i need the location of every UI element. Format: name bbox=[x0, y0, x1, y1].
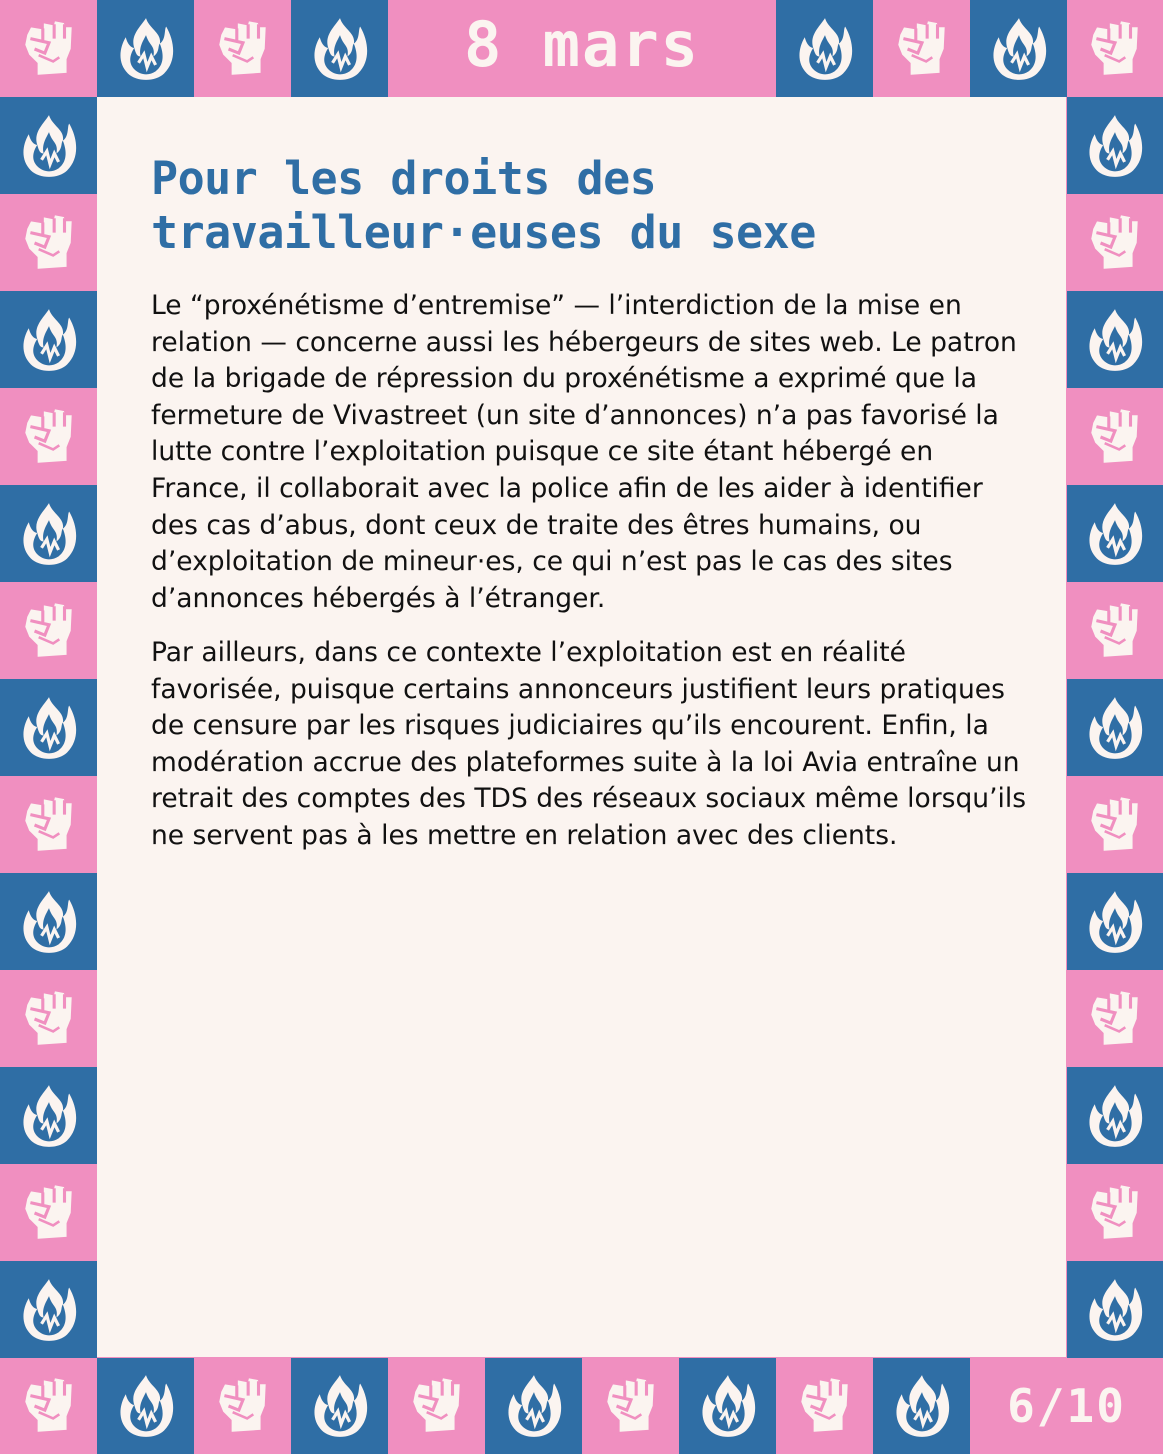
raised-fist-icon bbox=[1067, 388, 1163, 485]
flame-icon bbox=[1067, 1067, 1163, 1164]
raised-fist-icon bbox=[1067, 1164, 1163, 1261]
flame-icon bbox=[0, 97, 97, 194]
date-label: 8 mars bbox=[464, 8, 700, 81]
raised-fist-icon bbox=[0, 194, 97, 291]
paragraph-line: des cas d’abus, dont ceux de traite des êtres humains, ou bbox=[151, 509, 922, 541]
date-banner bbox=[388, 0, 776, 97]
flame-icon bbox=[1067, 97, 1163, 194]
article-title bbox=[151, 152, 1021, 260]
paragraph-line: Par ailleurs, dans ce contexte l’exploitation est en réalité bbox=[151, 637, 906, 668]
page-counter-badge bbox=[970, 1357, 1163, 1454]
raised-fist-icon bbox=[0, 776, 97, 873]
paragraph-line: ne servent pas à les mettre en relation avec des clients. bbox=[151, 819, 898, 851]
raised-fist-icon bbox=[873, 0, 970, 97]
flame-icon bbox=[1067, 485, 1163, 582]
raised-fist-icon bbox=[194, 0, 291, 97]
flame-icon bbox=[1067, 1261, 1163, 1358]
flame-icon bbox=[1067, 679, 1163, 776]
flame-icon bbox=[97, 1358, 194, 1454]
raised-fist-icon bbox=[1067, 776, 1163, 873]
flame-icon bbox=[0, 1067, 97, 1164]
raised-fist-icon bbox=[1067, 0, 1163, 97]
flame-icon bbox=[0, 679, 97, 776]
flame-icon bbox=[1067, 291, 1163, 388]
raised-fist-icon bbox=[0, 970, 97, 1067]
content-panel bbox=[97, 97, 1066, 1357]
paragraph-1 bbox=[151, 288, 1031, 617]
paragraph-2 bbox=[151, 635, 1031, 855]
raised-fist-icon bbox=[0, 582, 97, 679]
paragraph-line: Le “proxénétisme d’entremise” — l’interdiction de la mise en bbox=[151, 290, 962, 321]
flame-icon bbox=[0, 485, 97, 582]
title-line: travailleur·euses du sexe bbox=[151, 206, 816, 259]
flame-icon bbox=[679, 1358, 776, 1454]
flame-icon bbox=[485, 1358, 582, 1454]
paragraph-line: d’annonces hébergés à l’étranger. bbox=[151, 582, 606, 614]
flame-icon bbox=[1067, 873, 1163, 970]
raised-fist-icon bbox=[1067, 970, 1163, 1067]
raised-fist-icon bbox=[776, 1358, 873, 1454]
paragraph-line: favorisée, puisque certains annonceurs justifient leurs pratiques bbox=[151, 673, 1005, 705]
title-line: Pour les droits des bbox=[151, 152, 657, 205]
page-counter: 6/10 bbox=[1007, 1378, 1126, 1433]
raised-fist-icon bbox=[1067, 582, 1163, 679]
flame-icon bbox=[0, 1261, 97, 1358]
flame-icon bbox=[0, 873, 97, 970]
raised-fist-icon bbox=[582, 1358, 679, 1454]
paragraph-line: France, il collaborait avec la police afin de les aider à identifier bbox=[151, 472, 983, 504]
paragraph-line: de censure par les risques judiciaires qu’ils encourent. Enfin, la bbox=[151, 710, 989, 742]
raised-fist-icon bbox=[0, 0, 97, 97]
flame-icon bbox=[0, 291, 97, 388]
flame-icon bbox=[873, 1358, 970, 1454]
raised-fist-icon bbox=[0, 1164, 97, 1261]
flame-icon bbox=[97, 0, 194, 97]
paragraph-line: d’exploitation de mineur·es, ce qui n’est pas le cas des sites bbox=[151, 546, 953, 578]
raised-fist-icon bbox=[388, 1358, 485, 1454]
flame-icon bbox=[291, 1358, 388, 1454]
flame-icon bbox=[291, 0, 388, 97]
raised-fist-icon bbox=[194, 1358, 291, 1454]
raised-fist-icon bbox=[1067, 194, 1163, 291]
paragraph-line: modération accrue des plateformes suite à la loi Avia entraîne un bbox=[151, 746, 1020, 778]
raised-fist-icon bbox=[0, 388, 97, 485]
paragraph-line: retrait des comptes des TDS des réseaux sociaux même lorsqu’ils bbox=[151, 783, 1027, 815]
paragraph-line: de la brigade de répression du proxénétisme a exprimé que la bbox=[151, 363, 977, 395]
paragraph-line: fermeture de Vivastreet (un site d’annonces) n’a pas favorisé la bbox=[151, 399, 999, 431]
flame-icon bbox=[776, 0, 873, 97]
paragraph-line: relation — concerne aussi les hébergeurs de sites web. Le patron bbox=[151, 326, 1017, 358]
paragraph-line: lutte contre l’exploitation puisque ce site étant hébergé en bbox=[151, 436, 934, 468]
flame-icon bbox=[970, 0, 1067, 97]
raised-fist-icon bbox=[0, 1358, 97, 1454]
